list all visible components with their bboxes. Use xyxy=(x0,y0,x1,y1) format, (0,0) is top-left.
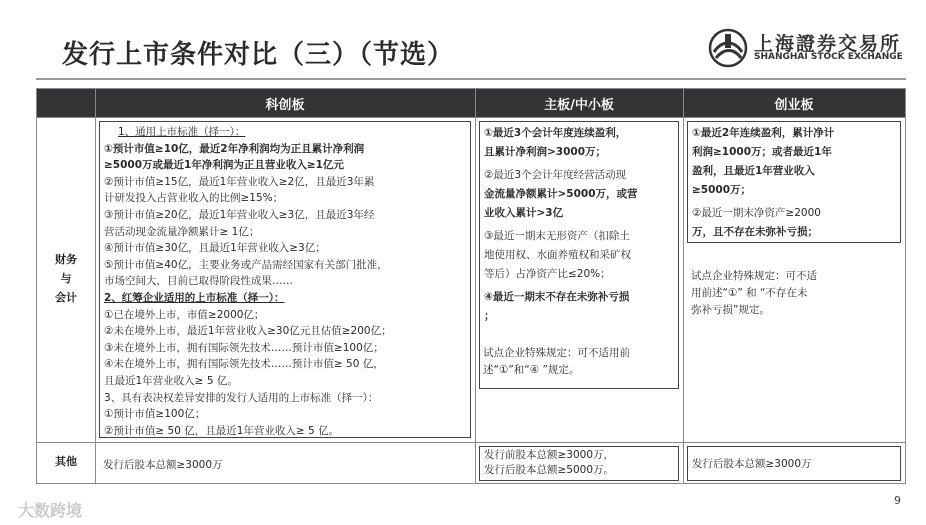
kechuang-line: 营活动现金流量净额累计≥ 1亿； xyxy=(104,225,260,238)
main-board-line: ②最近3个会计年度经营活动现 xyxy=(484,169,627,181)
kechuang-line: ②预计市值≥15亿，最近1年营业收入≥2亿，且最近3年累 xyxy=(104,175,375,188)
kechuang-line: 3、具有表决权差异安排的发行人适用的上市标准（择一）： xyxy=(104,391,379,404)
kechuang-line: ⑤预计市值≥40亿，主要业务或产品需经国家有关部门批准， xyxy=(104,258,388,271)
chinext-line: 弥补亏损”规定。 xyxy=(691,304,770,316)
cell-chinext-finance xyxy=(687,121,901,243)
kechuang-line: ③预计市值≥20亿，最近1年营业收入≥3亿，且最近3年经 xyxy=(104,208,375,221)
chinext-line: 用前述“①” 和 “不存在未 xyxy=(691,287,808,299)
slide-title: 发行上市条件对比（三）（节选） xyxy=(62,40,455,70)
main-board-line: 业收入累计>3亿 xyxy=(484,207,564,219)
grid-line xyxy=(95,89,96,483)
kechuang-line: ④未在境外上市，拥有国际领先技术……预计市值≥ 50 亿， xyxy=(104,358,384,371)
kechuang-line: ①预计市值≥100亿； xyxy=(104,408,206,421)
kechuang-line: 计研发投入占营业收入的比例≥15%； xyxy=(104,192,284,205)
chinext-line: 盈利，且最近1年营业收入 xyxy=(692,165,815,177)
cell-main-board-other xyxy=(479,446,679,481)
row-label-finance-line: 会计 xyxy=(55,290,77,304)
header-chinext: 创业板 xyxy=(683,89,905,117)
row-label-finance xyxy=(37,117,95,442)
main-board-line: ④最近一期末不存在未弥补亏损 xyxy=(484,291,630,303)
row-label-finance-line: 与 xyxy=(60,272,72,286)
sse-logo xyxy=(708,26,918,70)
main-board-line: 且累计净利润>3000万； xyxy=(484,146,607,158)
kechuang-line: 1、通用上市标准（择一）： xyxy=(118,126,246,138)
kechuang-line: ④预计市值≥30亿，且最近1年营业收入≥3亿； xyxy=(104,242,326,255)
cell-main-board-special xyxy=(483,345,679,379)
kechuang-line: ①已在境外上市，市值≥2000亿； xyxy=(104,308,265,321)
sse-logo-name-en: SHANGHAI STOCK EXCHANGE xyxy=(754,52,903,62)
grid-line xyxy=(683,89,684,483)
main-board-line: 试点企业特殊规定：可不适用前 xyxy=(483,347,630,359)
grid-line xyxy=(475,89,476,483)
cell-kechuang-finance xyxy=(99,121,471,438)
comparison-table xyxy=(36,88,906,484)
main-board-line: ①最近3个会计年度连续盈利， xyxy=(484,127,627,139)
main-board-line: 述“①”和“④ ”规定。 xyxy=(483,364,580,376)
row-label-finance-line: 财务 xyxy=(55,253,77,267)
chinext-line: 万，且不存在未弥补亏损； xyxy=(692,226,818,238)
grid-line xyxy=(37,442,905,443)
header-kechuang: 科创板 xyxy=(95,89,475,117)
kechuang-line: ①预计市值≥10亿，最近2年净利润均为正且累计净利润 xyxy=(104,142,365,155)
sse-logo-name-cn: 上海證券交易所 xyxy=(754,33,902,55)
page-number: 9 xyxy=(894,494,901,507)
kechuang-line: 且最近1年营业收入≥ 5 亿。 xyxy=(104,374,238,387)
cell-kechuang-other: 发行后股本总额≥3000万 xyxy=(103,459,223,471)
chinext-line: ①最近2年连续盈利，累计净计 xyxy=(692,127,835,139)
header-main-board: 主板/中小板 xyxy=(475,89,683,117)
kechuang-line: ②预计市值≥ 50 亿，且最近1年营业收入≥ 5 亿。 xyxy=(104,424,340,437)
kechuang-line: ≥5000万或最近1年净利润为正且营业收入≥1亿元 xyxy=(104,159,344,172)
header-corner xyxy=(37,89,95,117)
kechuang-line: 2、红筹企业适用的上市标准（择一）： xyxy=(104,291,285,304)
row-label-other: 其他 xyxy=(55,455,77,469)
main-board-line: 地使用权、水面养殖权和采矿权 xyxy=(484,249,631,261)
title-divider xyxy=(36,78,906,80)
main-board-other-line: 发行后股本总额≥5000万。 xyxy=(484,464,615,476)
kechuang-line: ②未在境外上市，最近1年营业收入≥30亿元且估值≥200亿； xyxy=(104,325,392,338)
sse-logo-icon xyxy=(708,28,748,68)
cell-chinext-other: 发行后股本总额≥3000万 xyxy=(687,446,901,481)
main-board-line: 金流量净额累计>5000万，或营 xyxy=(484,188,638,200)
kechuang-line: ③未在境外上市，拥有国际领先技术……预计市值≥100亿； xyxy=(104,341,384,354)
chinext-line: ②最近一期末净资产≥2000 xyxy=(692,207,821,219)
kechuang-line: 市场空间大，目前已取得阶段性成果…… xyxy=(104,275,293,288)
watermark: 大数跨境 xyxy=(18,501,83,520)
grid-line xyxy=(37,117,905,118)
chinext-line: ≥5000万； xyxy=(692,184,752,196)
main-board-other-line: 发行前股本总额≥3000万， xyxy=(484,449,615,461)
chinext-line: 试点企业特殊规定：可不适 xyxy=(691,270,817,282)
chinext-line: 利润≥1000万；或者最近1年 xyxy=(692,146,832,158)
main-board-line: ； xyxy=(484,310,495,322)
main-board-line: ③最近一期末无形资产（扣除土 xyxy=(484,230,630,242)
cell-chinext-special xyxy=(691,268,901,319)
main-board-line: 等后）占净资产比≤20%； xyxy=(484,268,611,280)
